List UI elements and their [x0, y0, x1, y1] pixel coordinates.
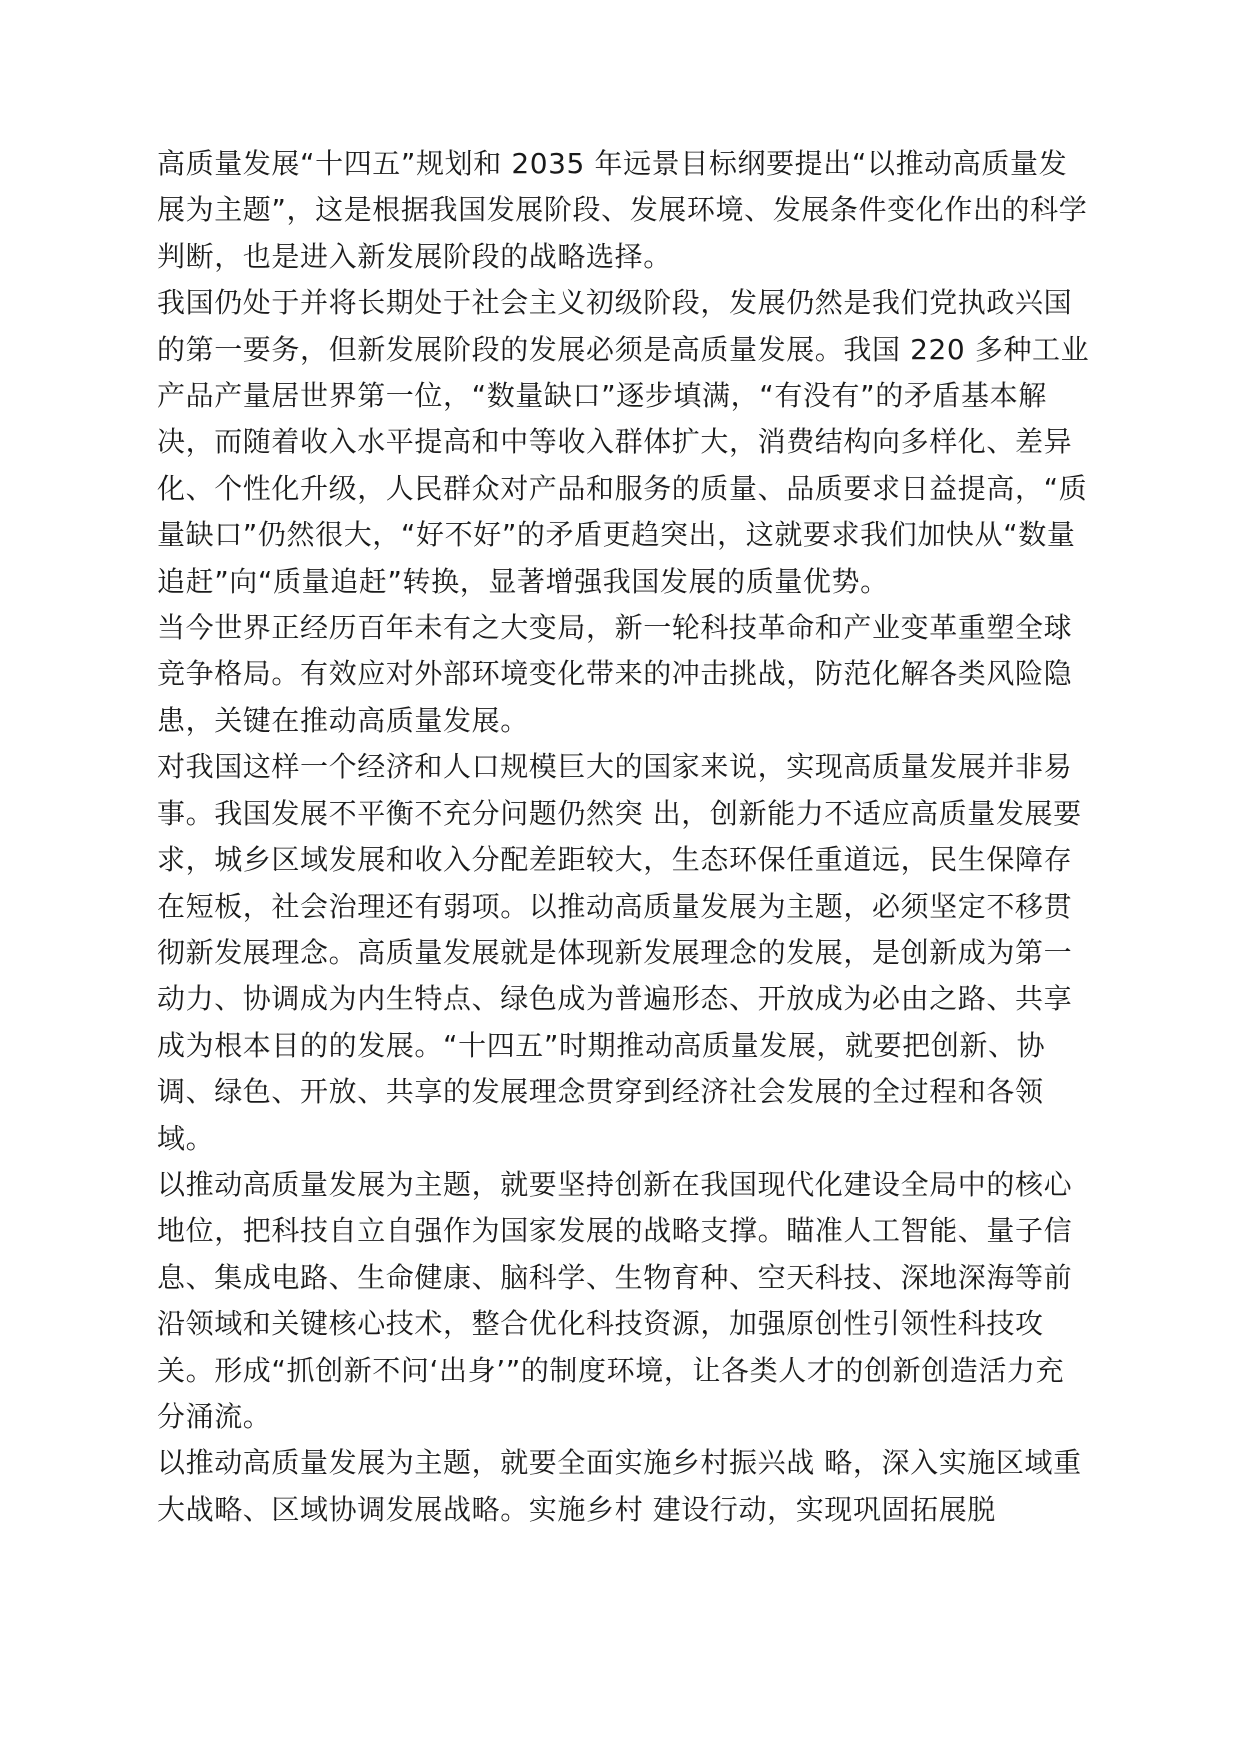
paragraph-6: 以推动高质量发展为主题，就要全面实施乡村振兴战 略，深入实施区域重大战略、区域协调发展战略。实施乡村 建设行动，实现巩固拓展脱: [157, 1446, 1082, 1526]
document-body: [157, 141, 1092, 1533]
paragraph-3: 当今世界正经历百年未有之大变局，新一轮科技革命和产业变革重塑全球竞争格局。有效应对外部环境变化带来的冲击挑战，防范化解各类风险隐患，关键在推动高质量发展。: [157, 611, 1073, 737]
paragraph-4: 对我国这样一个经济和人口规模巨大的国家来说，实现高质量发展并非易事。我国发展不平衡不充分问题仍然突 出，创新能力不适应高质量发展要求，城乡区域发展和收入分配差距较大，生态环保任重道远，民生保障存在短板，社会治理还有弱项。以推动高质量发展为主题，必须坚定不移贯彻新发展理念。高质量发展就是体现新发展理念的发展，是创新成为第一动力、协调成为内生特点、绿色成为普遍形态、开放成为必由之路、共享成为根本目的的发展。“十四五”时期推动高质量发展，就要把创新、协调、绿色、开放、共享的发展理念贯穿到经济社会发展的全过程和各领域。: [157, 750, 1082, 1155]
paragraph-5: 以推动高质量发展为主题，就要坚持创新在我国现代化建设全局中的核心地位，把科技自立自强作为国家发展的战略支撑。瞄准人工智能、量子信息、集成电路、生命健康、脑科学、生物育种、空天科技、深地深海等前沿领域和关键核心技术，整合优化科技资源，加强原创性引领性科技攻关。形成“抓创新不问‘出身’”的制度环境，让各类人才的创新创造活力充分涌流。: [157, 1167, 1073, 1433]
paragraph-1: 高质量发展“十四五”规划和 2035 年远景目标纲要提出“以推动高质量发展为主题”，这是根据我国发展阶段、发展环境、发展条件变化作出的科学判断，也是进入新发展阶段的战略选择。: [157, 147, 1088, 273]
paragraph-2: 我国仍处于并将长期处于社会主义初级阶段，发展仍然是我们党执政兴国的第一要务，但新发展阶段的发展必须是高质量发展。我国 220 多种工业产品产量居世界第一位，“数量缺口”逐步填满，“有没有”的矛盾基本解决，而随着收入水平提高和中等收入群体扩大，消费结构向多样化、差异化、个性化升级，人民群众对产品和服务的质量、品质要求日益提高，“质量缺口”仍然很大，“好不好”的矛盾更趋突出，这就要求我们加快从“数量追赶”向“质量追赶”转换，显著增强我国发展的质量优势。: [157, 286, 1090, 598]
